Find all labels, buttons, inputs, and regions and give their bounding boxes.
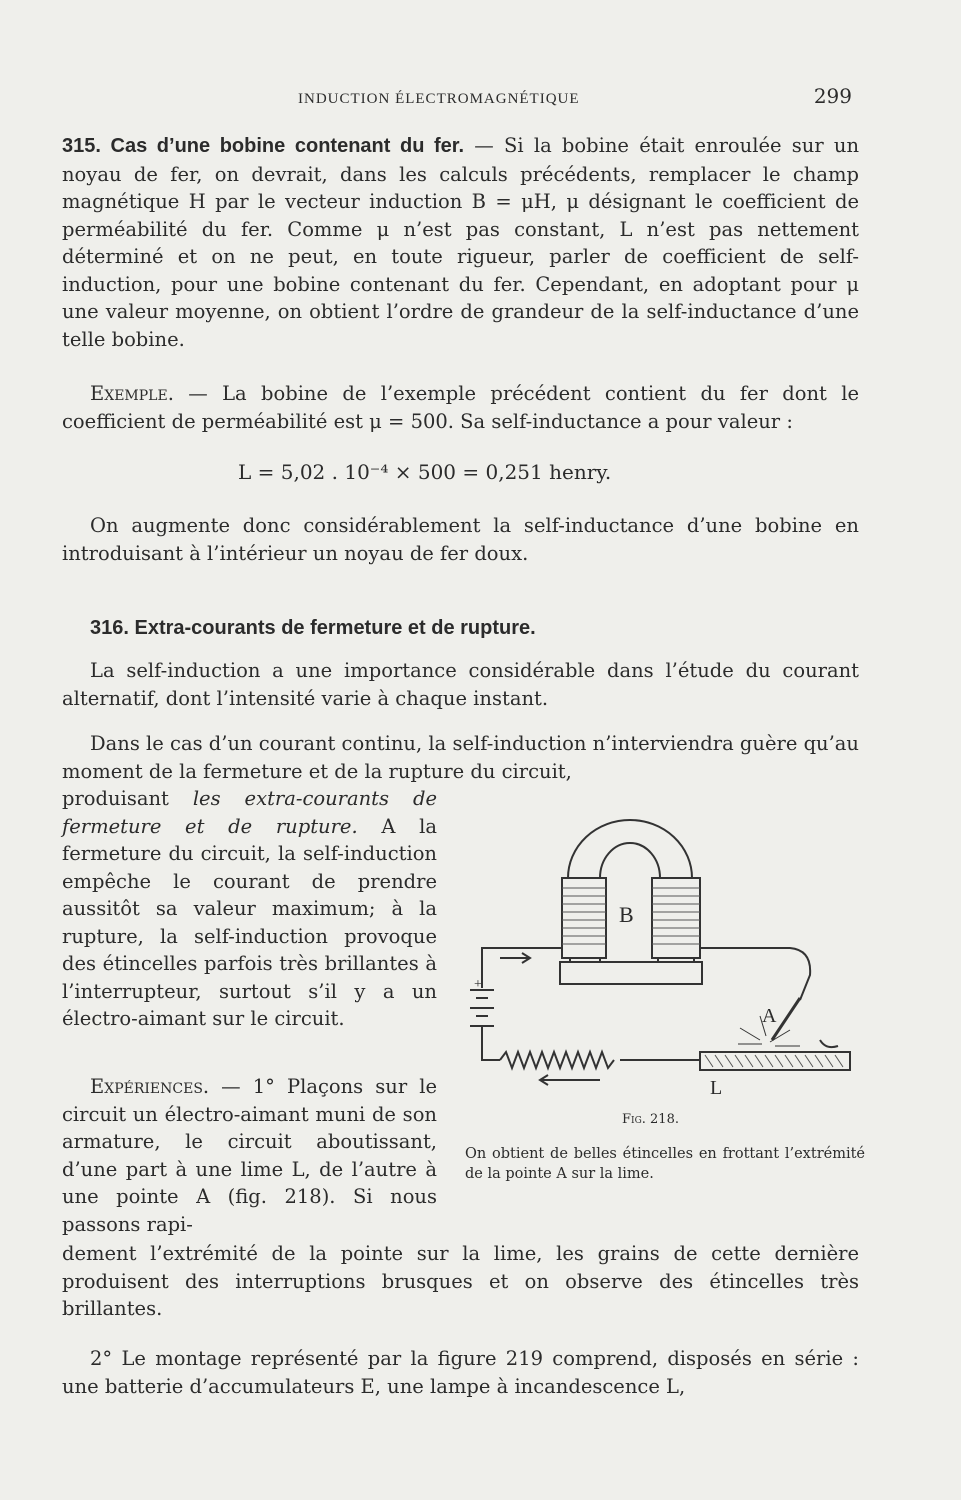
section-315-paragraph — [62, 132, 859, 353]
label-plus: + — [474, 977, 482, 992]
example-body: — La bobine de l’exemple précédent contient du fer dont le coefficient de perméabilité est μ = 500. Sa self-inductance a pour valeur : — [62, 382, 859, 433]
experiences-wrap — [62, 1073, 437, 1238]
example-label: Exemple. — [90, 382, 174, 405]
arrow-bottom — [540, 1075, 600, 1085]
label-l: L — [710, 1077, 723, 1099]
label-b: B — [619, 902, 634, 927]
experiences-label: Expériences. — [90, 1075, 210, 1098]
file-lime — [700, 1052, 850, 1070]
conclusion-paragraph: On augmente donc considérablement la self-inductance d’une bobine en introduisant à l’intérieur un noyau de fer doux. — [62, 514, 859, 565]
figure-caption: On obtient de belles étincelles en frottant l’extrémité de la pointe A sur la lime. — [465, 1146, 865, 1182]
wire-bottom — [482, 1026, 500, 1060]
yoke-outer — [568, 820, 692, 878]
page-header — [62, 84, 852, 108]
right-coil — [652, 878, 700, 958]
equation: L = 5,02 . 10⁻⁴ × 500 = 0,251 henry. — [238, 460, 612, 484]
experiences-full: dement l’extrémité de la pointe sur la lime, les grains de cette dernière produisent des interruptions brusques et on observe des étincelles très brillantes. — [62, 1242, 859, 1320]
figure-label: Fig. 218. — [622, 1112, 679, 1127]
para2-italic: les extra-courants de fermeture et de rupture. — [62, 787, 437, 838]
page-number: 299 — [813, 84, 852, 108]
figure-218 — [455, 808, 865, 1108]
para2-wrap-start: produisant — [62, 787, 193, 810]
wire-right — [700, 948, 810, 1000]
example-paragraph — [62, 380, 859, 435]
resistance — [500, 1052, 614, 1068]
section-316-para2-full: Dans le cas d’un courant continu, la self-induction n’interviendra guère qu’au moment de la fermeture et de la rupture du circuit, — [62, 732, 859, 783]
section-315-title: 315. Cas d’une bobine contenant du fer. — [62, 135, 465, 157]
armature — [560, 962, 702, 984]
arrow-top — [500, 953, 530, 963]
section-315-body: — Si la bobine était enroulée sur un noyau de fer, on devrait, dans les calculs précédents, remplacer le champ magnétique H par le vecteur induction B = μH, μ désignant le coefficient de perméabilité du fer. Comme μ n’est pas constant, L n’est pas nettement déterminé et on ne peut, en toute rigueur, parler de coefficient de self-induction, pour une bobine contenant du fer. Cependant, en adoptant pour μ une valeur moyenne, on obtient l’ordre de grandeur de la self-inductance d’une telle bobine. — [62, 134, 860, 351]
section-316-para1: La self-induction a une importance considérable dans l’étude du courant alternatif, dont l’intensité varie à chaque instant. — [62, 659, 859, 710]
last-paragraph: 2° Le montage représenté par la figure 219 comprend, disposés en série : une batterie d’accumulateurs E, une lampe à incandescence L, — [62, 1347, 859, 1398]
section-316-title: 316. Extra-courants de fermeture et de rupture. — [90, 617, 536, 639]
section-316-para2-wrap — [62, 785, 437, 1033]
running-title: INDUCTION ÉLECTROMAGNÉTIQUE — [298, 91, 580, 107]
para2-wrap-end: A la fermeture du circuit, la self-induction empêche le courant de prendre aussitôt sa valeur maximum; à la rupture, la self-induction provoque des étincelles parfois très brillantes à l’interrupteur, surtout s’il y a un électro-aimant sur le circuit. — [62, 814, 438, 1030]
yoke-inner — [600, 843, 660, 878]
label-a: A — [762, 1005, 777, 1027]
experiences-wrap-text: — 1° Plaçons sur le circuit un électro-aimant muni de son armature, le circuit aboutissant, d’une part à une lime L, de l’autre à une pointe A (fig. 218). Si nous passons rapi- — [62, 1075, 437, 1236]
left-coil — [562, 878, 606, 958]
